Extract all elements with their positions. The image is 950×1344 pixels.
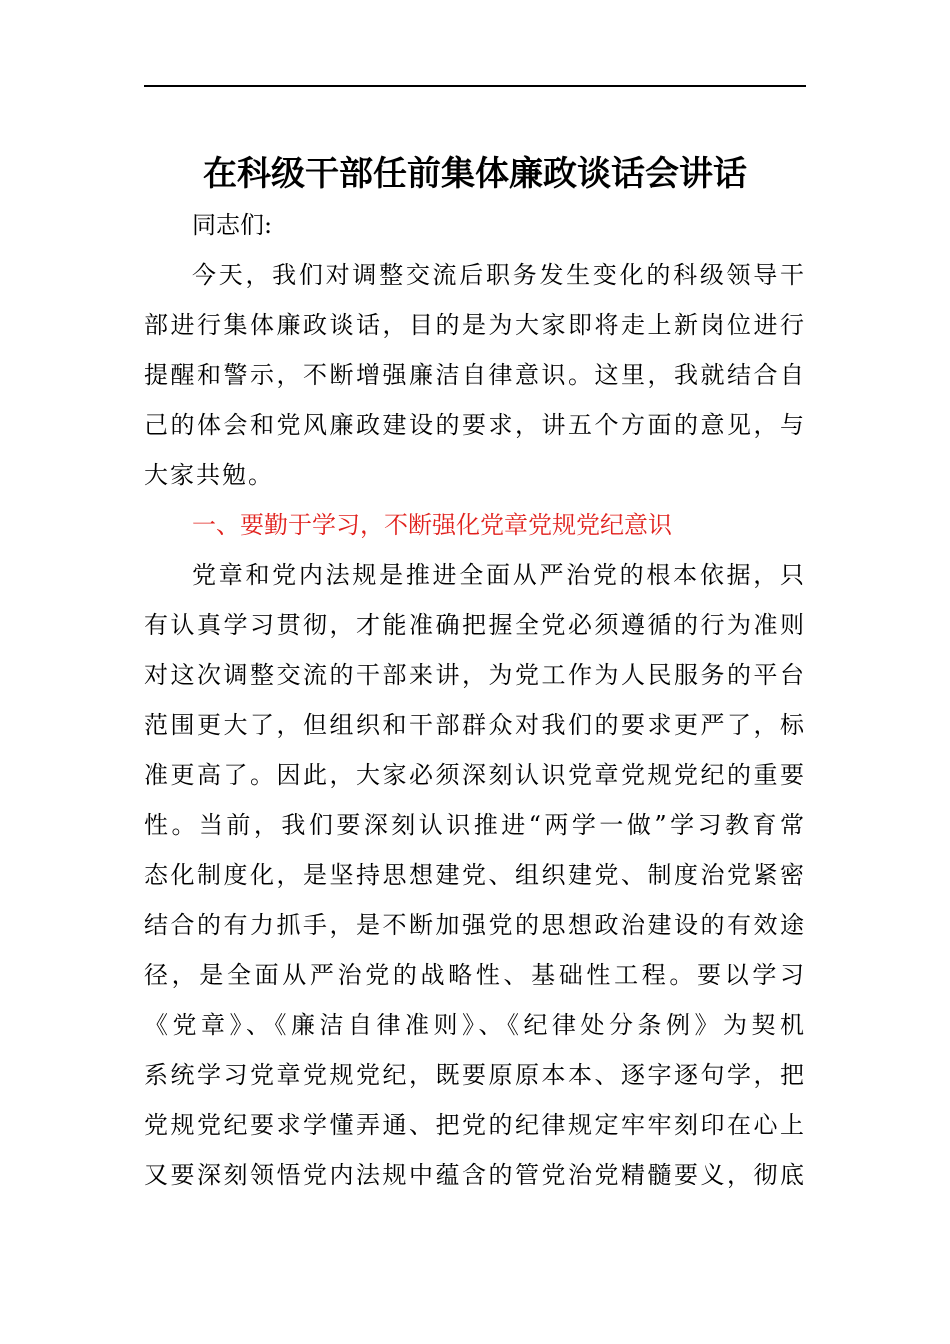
paragraph-line: 系统学习党章党规党纪，既要原原本本、逐字逐句学，把 [144,1061,806,1089]
document-title: 在科级干部任前集体廉政谈话会讲话 [203,154,747,194]
paragraph-line: 有认真学习贯彻，才能准确把握全党必须遵循的行为准则 [144,611,806,639]
paragraph-line: 党规党纪要求学懂弄通、把党的纪律规定牢牢刻印在心上 [144,1111,806,1139]
paragraph-line: 《党章》、《廉洁自律准则》、《纪律处分条例》为契机 [144,1011,806,1039]
intro-paragraph [144,250,806,500]
section-heading-1: 一、要勤于学习，不断强化党章党规党纪意识 [192,511,672,539]
document-body [144,200,806,1200]
paragraph-line: 性。当前，我们要深刻认识推进“两学一做”学习教育常 [144,811,806,839]
paragraph-line: 准更高了。因此，大家必须深刻认识党章党规党纪的重要 [144,761,806,789]
paragraph-line: 对这次调整交流的干部来讲，为党工作为人民服务的平台 [144,661,806,689]
paragraph-line: 又要深刻领悟党内法规中蕴含的管党治党精髓要义，彻底 [144,1161,806,1189]
section1-paragraph [144,550,806,1200]
header-rule [144,85,806,87]
paragraph-line: 大家共勉。 [144,461,274,489]
paragraph-line: 己的体会和党风廉政建设的要求，讲五个方面的意见，与 [144,411,806,439]
paragraph-line: 部进行集体廉政谈话，目的是为大家即将走上新岗位进行 [144,311,806,339]
salutation: 同志们: [192,211,273,239]
paragraph-line: 态化制度化，是坚持思想建党、组织建党、制度治党紧密 [144,861,806,889]
paragraph-line: 径，是全面从严治党的战略性、基础性工程。要以学习 [144,961,806,989]
paragraph-line: 党章和党内法规是推进全面从严治党的根本依据，只 [192,561,806,589]
paragraph-line: 范围更大了，但组织和干部群众对我们的要求更严了，标 [144,711,806,739]
paragraph-line: 今天，我们对调整交流后职务发生变化的科级领导干 [192,261,806,289]
paragraph-line: 提醒和警示，不断增强廉洁自律意识。这里，我就结合自 [144,361,806,389]
paragraph-line: 结合的有力抓手，是不断加强党的思想政治建设的有效途 [144,911,806,939]
